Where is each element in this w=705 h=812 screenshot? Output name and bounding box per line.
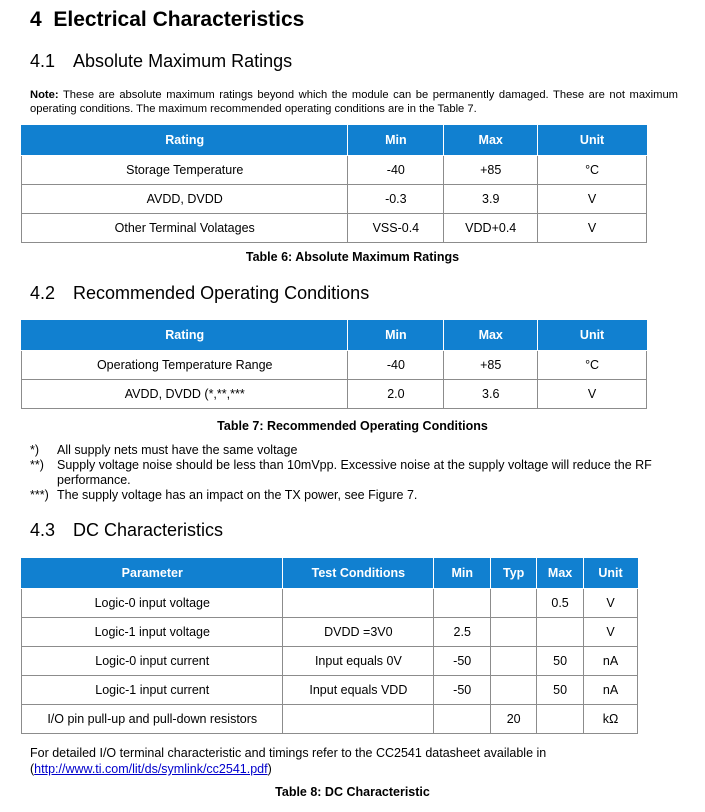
table-row: [22, 647, 638, 676]
table-cell: VSS-0.4: [348, 214, 444, 243]
table-row: [22, 589, 638, 618]
table-row: [22, 618, 638, 647]
absolute-max-ratings-table: [21, 125, 647, 243]
header-cell: Typ: [491, 558, 537, 589]
table-cell: AVDD, DVDD (*,**,***: [22, 380, 348, 409]
table-cell: I/O pin pull-up and pull-down resistors: [22, 705, 283, 734]
header-cell: Max: [444, 125, 538, 156]
dc-note-paragraph: [30, 745, 680, 777]
header-cell: Min: [348, 320, 444, 351]
table-cell: Storage Temperature: [22, 156, 348, 185]
footnote: [30, 458, 690, 488]
table-cell: [283, 589, 434, 618]
section-title: Electrical Characteristics: [53, 8, 305, 31]
table-header-row: [22, 125, 647, 156]
table-cell: V: [538, 214, 647, 243]
table-cell: -40: [348, 156, 444, 185]
table-row: [22, 676, 638, 705]
table-cell: Input equals 0V: [283, 647, 434, 676]
table-cell: [434, 589, 491, 618]
dc-note-text: For detailed I/O terminal characteristic and timings refer to the CC2541 datasheet available in: [30, 746, 547, 760]
footnote-text: All supply nets must have the same voltage: [57, 443, 298, 457]
table-cell: +85: [444, 351, 538, 380]
footnote-mark: **): [30, 458, 44, 472]
header-cell: Parameter: [22, 558, 283, 589]
ratings-note: [30, 88, 678, 116]
note-label: Note:: [30, 89, 59, 101]
table-cell: -40: [348, 351, 444, 380]
table-cell: Operationg Temperature Range: [22, 351, 348, 380]
table-cell: 50: [537, 647, 584, 676]
table-cell: °C: [538, 156, 647, 185]
header-cell: Max: [537, 558, 584, 589]
table-8-caption: Table 8: DC Characteristic: [275, 785, 430, 799]
header-cell: Max: [444, 320, 538, 351]
note-text: These are absolute maximum ratings beyond which the module can be permanently damaged. These are not maximum operating conditions. The maximum recommended operating conditions are in the Table 7.: [30, 89, 678, 115]
table-row: [22, 380, 647, 409]
paren-open: (: [30, 762, 35, 776]
table-cell: [537, 705, 584, 734]
table-cell: [491, 647, 537, 676]
table-cell: DVDD =3V0: [283, 618, 434, 647]
table-row: [22, 185, 647, 214]
table-cell: 0.5: [537, 589, 584, 618]
table-cell: [491, 618, 537, 647]
table-cell: AVDD, DVDD: [22, 185, 348, 214]
table-cell: °C: [538, 351, 647, 380]
table-cell: [491, 589, 537, 618]
table-cell: -0.3: [348, 185, 444, 214]
table-cell: 2.5: [434, 618, 491, 647]
table-row: [22, 214, 647, 243]
section-heading: [30, 8, 304, 32]
header-cell: Rating: [22, 320, 348, 351]
table-cell: -50: [434, 676, 491, 705]
paren-close: ): [267, 762, 272, 776]
header-cell: Min: [434, 558, 491, 589]
table-cell: Logic-0 input voltage: [22, 589, 283, 618]
table-cell: V: [538, 185, 647, 214]
table-cell: [537, 618, 584, 647]
table-cell: [491, 676, 537, 705]
table-cell: V: [584, 589, 638, 618]
table-cell: [283, 705, 434, 734]
table-cell: [434, 705, 491, 734]
table-cell: 20: [491, 705, 537, 734]
table-cell: +85: [444, 156, 538, 185]
table-row: [22, 156, 647, 185]
footnote: [30, 488, 690, 503]
table-cell: Input equals VDD: [283, 676, 434, 705]
table-cell: -50: [434, 647, 491, 676]
table-row: [22, 351, 647, 380]
header-cell: Unit: [584, 558, 638, 589]
table-cell: 3.9: [444, 185, 538, 214]
table-cell: Logic-1 input voltage: [22, 618, 283, 647]
table-cell: kΩ: [584, 705, 638, 734]
table-cell: nA: [584, 647, 638, 676]
table-cell: nA: [584, 676, 638, 705]
table-cell: Other Terminal Volatages: [22, 214, 348, 243]
header-cell: Test Conditions: [283, 558, 434, 589]
footnote-text: The supply voltage has an impact on the TX power, see Figure 7.: [57, 488, 418, 502]
table-7-caption: Table 7: Recommended Operating Conditions: [217, 419, 488, 433]
table-header-row: [22, 558, 638, 589]
table-header-row: [22, 320, 647, 351]
table-cell: 50: [537, 676, 584, 705]
datasheet-link[interactable]: http://www.ti.com/lit/ds/symlink/cc2541.pdf: [34, 762, 268, 776]
header-cell: Min: [348, 125, 444, 156]
header-cell: Unit: [538, 125, 647, 156]
table-cell: V: [538, 380, 647, 409]
table-cell: Logic-1 input current: [22, 676, 283, 705]
subsection-heading-4-2: 4.2 Recommended Operating Conditions: [30, 283, 370, 303]
recommended-operating-table: [21, 320, 647, 409]
table-cell: VDD+0.4: [444, 214, 538, 243]
subsection-heading-4-1: 4.1 Absolute Maximum Ratings: [30, 51, 293, 71]
table-cell: V: [584, 618, 638, 647]
dc-characteristics-table: [21, 558, 638, 734]
table-row: [22, 705, 638, 734]
header-cell: Rating: [22, 125, 348, 156]
table-cell: Logic-0 input current: [22, 647, 283, 676]
footnote-mark: ***): [30, 488, 49, 502]
table-cell: 3.6: [444, 380, 538, 409]
table-6-caption: Table 6: Absolute Maximum Ratings: [245, 250, 460, 264]
header-cell: Unit: [538, 320, 647, 351]
footnote-mark: *): [30, 443, 40, 457]
footnote-text: Supply voltage noise should be less than 10mVpp. Excessive noise at the supply voltage will reduce the RF performance.: [57, 458, 652, 487]
section-number: 4: [30, 8, 42, 31]
footnote: [30, 443, 690, 458]
subsection-heading-4-3: 4.3 DC Characteristics: [30, 520, 224, 540]
table-cell: 2.0: [348, 380, 444, 409]
